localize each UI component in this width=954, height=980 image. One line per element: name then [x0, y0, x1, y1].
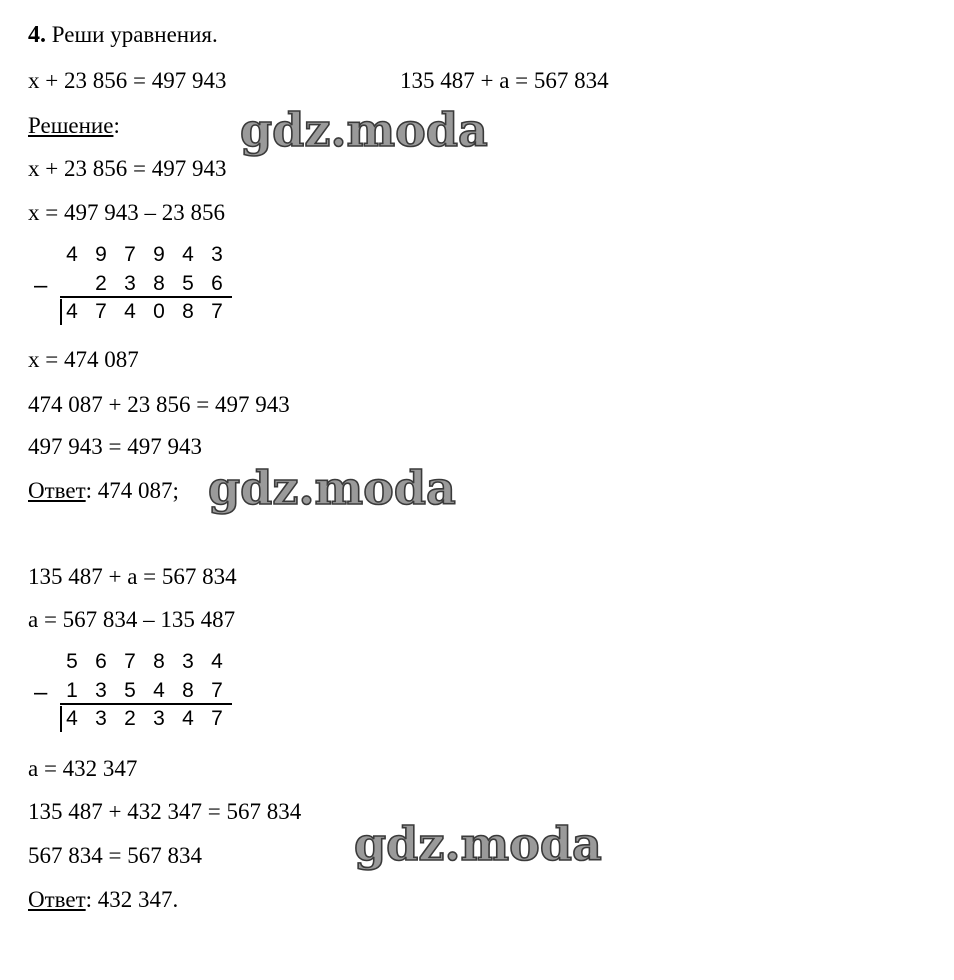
- task-heading: [28, 22, 218, 48]
- column-subtraction-2: [34, 650, 244, 732]
- digit: 7: [124, 650, 136, 673]
- result-left-bar: [60, 299, 62, 325]
- digit: 6: [95, 650, 107, 673]
- task-title: Реши уравнения.: [51, 22, 218, 47]
- solution-label-colon: :: [113, 113, 120, 138]
- equation-1: x + 23 856 = 497 943: [28, 68, 227, 93]
- solution-label: [28, 113, 120, 139]
- part1-line1: x + 23 856 = 497 943: [28, 156, 227, 181]
- task-number: 4.: [28, 22, 46, 48]
- digit: 9: [153, 243, 165, 266]
- digit: 4: [124, 300, 136, 323]
- part2-line4: 135 487 + 432 347 = 567 834: [28, 799, 302, 824]
- part1-line3: x = 474 087: [28, 347, 139, 372]
- digit: 8: [182, 679, 194, 702]
- digit: 2: [95, 272, 107, 295]
- digit: 3: [124, 272, 136, 295]
- digit: 7: [211, 679, 223, 702]
- digit: 2: [124, 707, 136, 730]
- digit: 5: [182, 272, 194, 295]
- digit: 4: [182, 243, 194, 266]
- digit: 5: [66, 650, 78, 673]
- part2-answer: [28, 887, 178, 913]
- answer-value: : 432 347.: [85, 887, 179, 912]
- digit: 7: [124, 243, 136, 266]
- digit: 7: [211, 707, 223, 730]
- digit: 4: [153, 679, 165, 702]
- part2-line2: a = 567 834 – 135 487: [28, 607, 236, 632]
- digit: 3: [153, 707, 165, 730]
- equation-2: 135 487 + a = 567 834: [400, 68, 609, 93]
- watermark-text: gdz.moda: [240, 104, 488, 157]
- digit: 5: [124, 679, 136, 702]
- digit: 7: [211, 300, 223, 323]
- watermark-text: gdz.moda: [354, 818, 602, 871]
- digit: 6: [211, 272, 223, 295]
- part2-line1: 135 487 + a = 567 834: [28, 564, 237, 589]
- digit: 3: [95, 707, 107, 730]
- minus-sign: –: [34, 679, 48, 706]
- digit: 3: [211, 243, 223, 266]
- watermark-text: gdz.moda: [208, 462, 456, 515]
- part2-line5: 567 834 = 567 834: [28, 843, 202, 868]
- digit: 7: [95, 300, 107, 323]
- part1-line2: x = 497 943 – 23 856: [28, 200, 225, 225]
- digit: 3: [95, 679, 107, 702]
- digit: 8: [153, 272, 165, 295]
- minus-sign: –: [34, 272, 48, 299]
- digit: 4: [66, 300, 78, 323]
- answer-label: Ответ: [28, 887, 86, 912]
- solution-label-text: Решение: [28, 113, 114, 138]
- column-subtraction-1: [34, 243, 244, 325]
- part2-line3: a = 432 347: [28, 756, 138, 781]
- digit: 0: [153, 300, 165, 323]
- digit: 4: [211, 650, 223, 673]
- answer-value: : 474 087;: [85, 478, 179, 503]
- part1-line5: 497 943 = 497 943: [28, 434, 202, 459]
- digit: 3: [182, 650, 194, 673]
- digit: 1: [66, 679, 78, 702]
- digit: 9: [95, 243, 107, 266]
- result-line: [60, 296, 232, 298]
- digit: 4: [66, 707, 78, 730]
- result-line: [60, 703, 232, 705]
- digit: 8: [153, 650, 165, 673]
- watermark-logo: [352, 818, 632, 878]
- part1-answer: [28, 478, 179, 504]
- watermark-logo: [206, 462, 486, 522]
- watermark-logo: [238, 104, 518, 164]
- result-left-bar: [60, 706, 62, 732]
- digit: 4: [182, 707, 194, 730]
- digit: 8: [182, 300, 194, 323]
- answer-label: Ответ: [28, 478, 86, 503]
- digit: 4: [66, 243, 78, 266]
- part1-line4: 474 087 + 23 856 = 497 943: [28, 392, 290, 417]
